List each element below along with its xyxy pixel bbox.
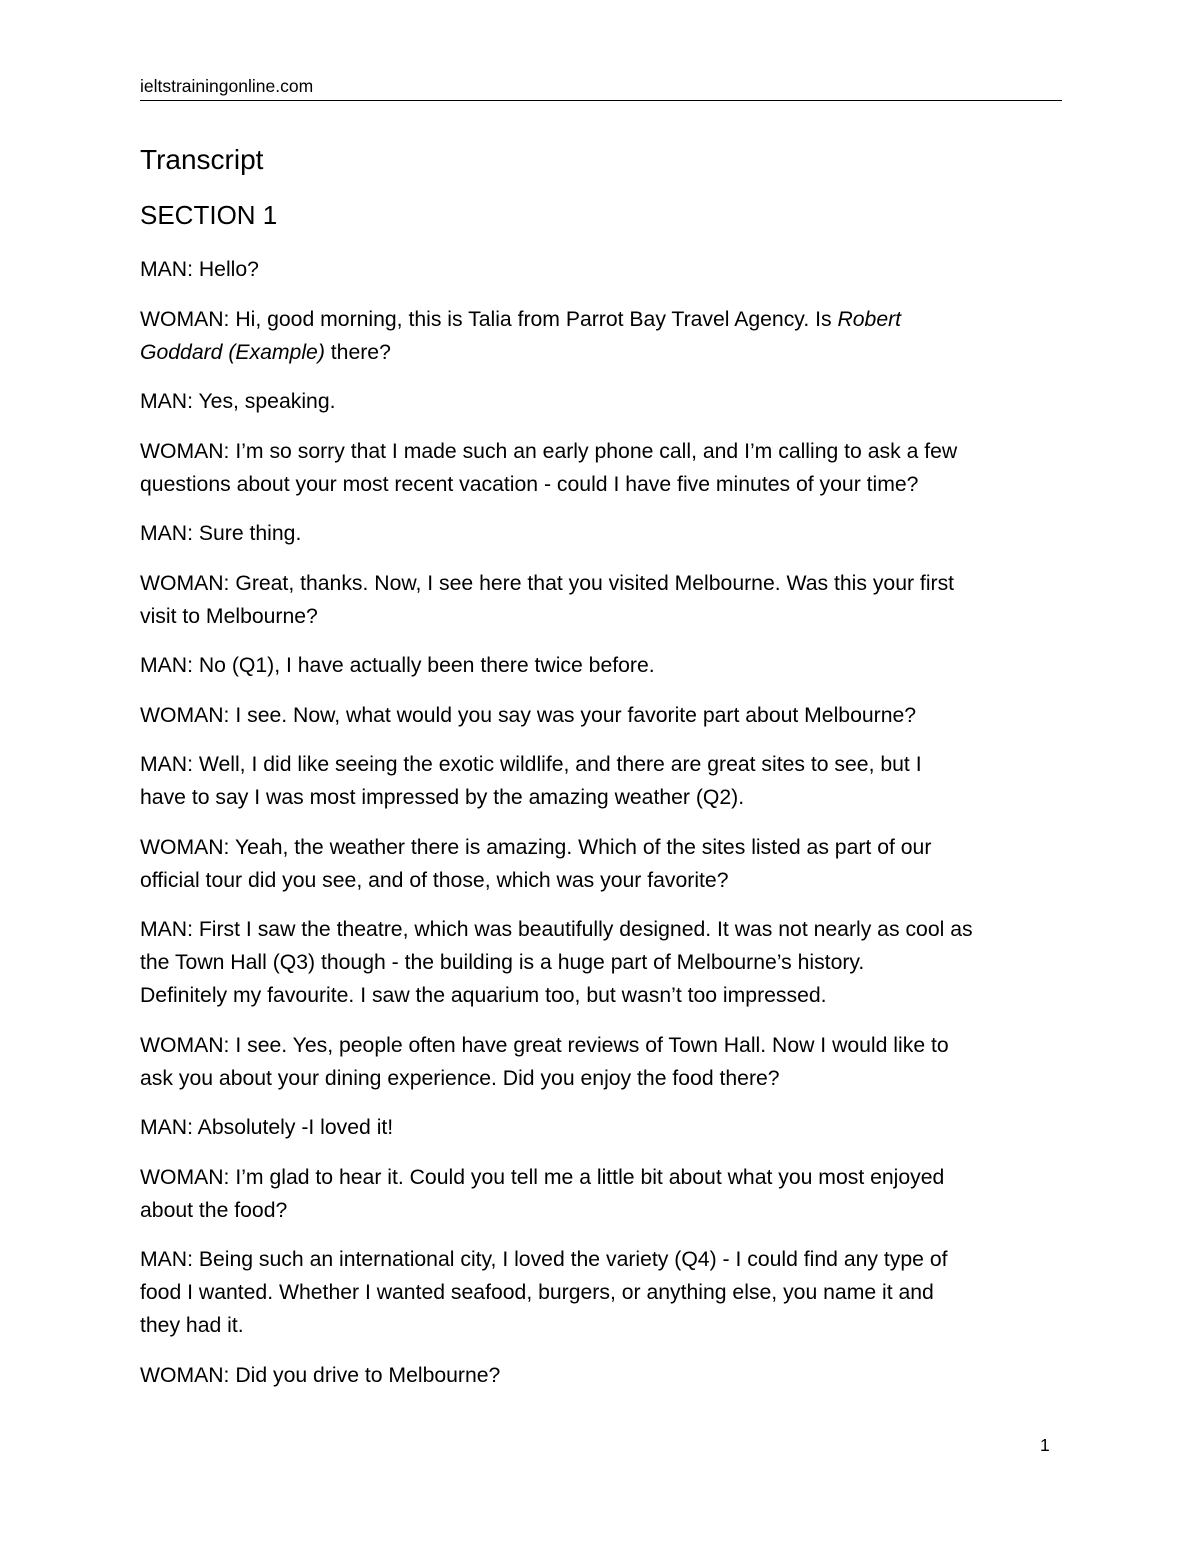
- transcript-line: [140, 435, 1070, 468]
- transcript-line: [140, 253, 1070, 286]
- text-segment: ask you about your dining experience. Did you enjoy the food there?: [140, 1066, 780, 1090]
- text-segment: MAN: No (Q1), I have actually been there twice before.: [140, 654, 655, 677]
- text-segment: WOMAN: I’m so sorry that I made such an early phone call, and I’m calling to ask a few: [140, 439, 958, 463]
- transcript-line: [140, 979, 1070, 1012]
- transcript-line: [140, 913, 1070, 946]
- text-segment: WOMAN: I see. Yes, people often have great reviews of Town Hall. Now I would like to: [140, 1033, 949, 1057]
- transcript-line: [140, 1243, 1070, 1276]
- document-title: Transcript: [140, 144, 264, 175]
- transcript-paragraph: [140, 748, 1070, 814]
- text-segment: MAN: First I saw the theatre, which was beautifully designed. It was not nearly as cool as: [140, 918, 973, 941]
- text-segment: they had it.: [140, 1314, 244, 1337]
- transcript-paragraph: [140, 1161, 1070, 1227]
- transcript-paragraph: [140, 435, 1070, 501]
- document-body: [140, 142, 1070, 1408]
- transcript-line: [140, 336, 1070, 369]
- transcript-paragraph: [140, 1359, 1070, 1392]
- text-segment: Definitely my favourite. I saw the aquarium too, but wasn’t too impressed.: [140, 984, 827, 1007]
- transcript-line: [140, 1359, 1070, 1392]
- transcript-paragraphs: [140, 253, 1070, 1392]
- text-segment: there?: [324, 340, 391, 364]
- transcript-line: [140, 517, 1070, 550]
- italic-text: Robert: [837, 307, 902, 331]
- transcript-line: [140, 831, 1070, 864]
- text-segment: the Town Hall (Q3) though - the building is a huge part of Melbourne’s history.: [140, 951, 865, 974]
- text-segment: food I wanted. Whether I wanted seafood, burgers, or anything else, you name it and: [140, 1281, 934, 1304]
- transcript-paragraph: [140, 699, 1070, 732]
- text-segment: MAN: Absolutely -I loved it!: [140, 1116, 394, 1139]
- transcript-line: [140, 699, 1070, 732]
- transcript-line: [140, 649, 1070, 682]
- transcript-paragraph: [140, 517, 1070, 550]
- transcript-line: [140, 748, 1070, 781]
- transcript-line: [140, 1276, 1070, 1309]
- page-number: 1: [1040, 1435, 1050, 1455]
- header-site-name: ieltstrainingonline.com: [140, 76, 314, 96]
- text-segment: WOMAN: Hi, good morning, this is Talia from Parrot Bay Travel Agency. Is: [140, 307, 838, 331]
- text-segment: MAN: Hello?: [140, 258, 259, 281]
- section-heading: SECTION 1: [140, 200, 278, 230]
- transcript-paragraph: [140, 385, 1070, 418]
- transcript-line: [140, 468, 1070, 501]
- transcript-line: [140, 1309, 1070, 1342]
- text-segment: MAN: Well, I did like seeing the exotic wildlife, and there are great sites to see, but I: [140, 753, 922, 776]
- transcript-line: [140, 1062, 1070, 1095]
- page-header: [140, 72, 1062, 101]
- text-segment: about the food?: [140, 1198, 288, 1222]
- transcript-line: [140, 1161, 1070, 1194]
- transcript-line: [140, 864, 1070, 897]
- text-segment: WOMAN: I see. Now, what would you say was your favorite part about Melbourne?: [140, 703, 917, 727]
- transcript-paragraph: [140, 303, 1070, 369]
- text-segment: WOMAN: Did you drive to Melbourne?: [140, 1363, 501, 1387]
- text-segment: MAN: Being such an international city, I loved the variety (Q4) - I could find any type of: [140, 1248, 948, 1271]
- text-segment: WOMAN: Great, thanks. Now, I see here that you visited Melbourne. Was this your first: [140, 571, 955, 595]
- text-segment: WOMAN: Yeah, the weather there is amazing. Which of the sites listed as part of our: [140, 835, 932, 859]
- transcript-paragraph: [140, 567, 1070, 633]
- transcript-line: [140, 1194, 1070, 1227]
- transcript-paragraph: [140, 1029, 1070, 1095]
- transcript-line: [140, 385, 1070, 418]
- text-segment: have to say I was most impressed by the amazing weather (Q2).: [140, 786, 745, 809]
- transcript-line: [140, 567, 1070, 600]
- transcript-paragraph: [140, 831, 1070, 897]
- text-segment: WOMAN: I’m glad to hear it. Could you tell me a little bit about what you most enjoyed: [140, 1165, 945, 1189]
- transcript-paragraph: [140, 649, 1070, 682]
- transcript-paragraph: [140, 253, 1070, 286]
- transcript-line: [140, 1111, 1070, 1144]
- transcript-paragraph: [140, 1111, 1070, 1144]
- text-segment: official tour did you see, and of those, which was your favorite?: [140, 868, 729, 892]
- transcript-line: [140, 600, 1070, 633]
- text-segment: MAN: Sure thing.: [140, 522, 302, 545]
- transcript-line: [140, 1029, 1070, 1062]
- transcript-line: [140, 303, 1070, 336]
- text-segment: visit to Melbourne?: [140, 604, 318, 628]
- text-segment: questions about your most recent vacation - could I have five minutes of your time?: [140, 472, 919, 496]
- italic-text: Goddard (Example): [140, 340, 325, 364]
- transcript-paragraph: [140, 1243, 1070, 1342]
- text-segment: MAN: Yes, speaking.: [140, 390, 336, 413]
- transcript-line: [140, 781, 1070, 814]
- transcript-paragraph: [140, 913, 1070, 1012]
- transcript-line: [140, 946, 1070, 979]
